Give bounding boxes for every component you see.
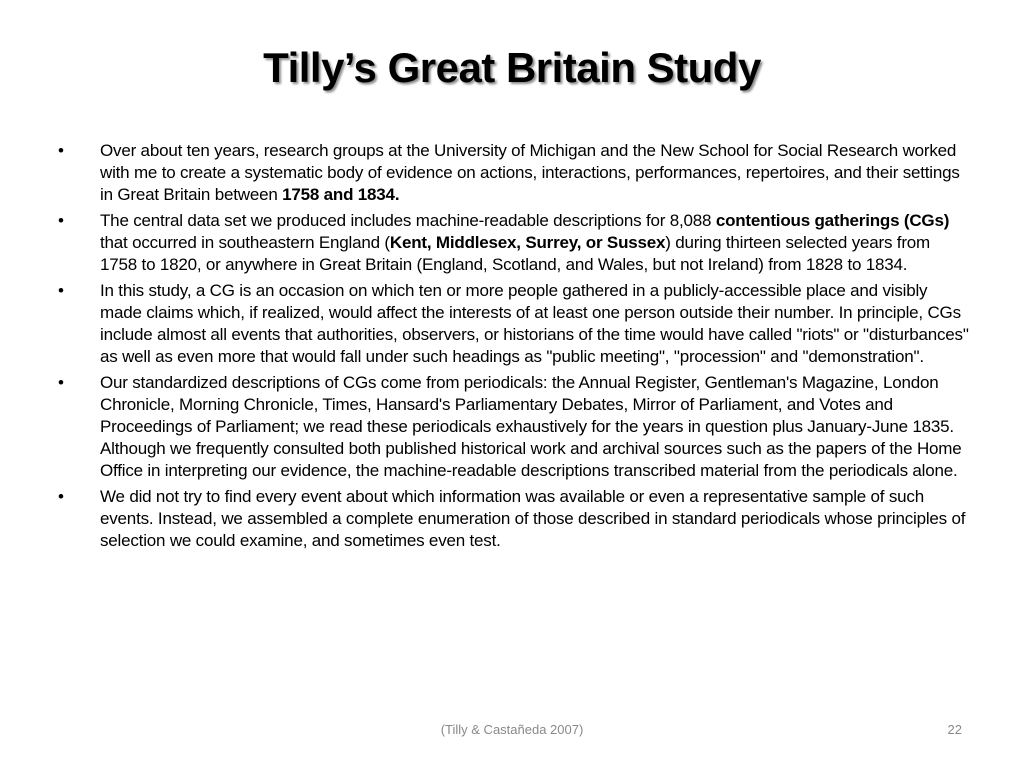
bullet-text: Over about ten years, research groups at the University of Michigan and the New School for Social Research worked with me to create a systematic body of evidence on actions, interactions, performances, repertoires, and their settings in Great Britain between [100,141,960,204]
footer-citation: (Tilly & Castañeda 2007) [440,722,584,737]
bullet-text-bold: contentious gatherings (CGs) [715,211,950,230]
bullet-text: that occurred in southeastern England ( [100,233,390,252]
bullet-item [58,372,970,482]
bullet-text: We did not try to find every event about which information was available or even a representative sample of such events. Instead, we assembled a complete enumeration of those described in standard periodicals whose principles of selection we could examine, and sometimes even test. [100,487,966,550]
slide-title: Tilly’s Great Britain Study [263,44,761,91]
page-number: 22 [947,722,962,737]
bullet-dot-icon: • [58,281,64,300]
bullet-dot-icon: • [58,141,64,160]
bullet-dot-icon: • [58,373,64,392]
bullet-item [58,280,970,368]
bullet-list [58,140,970,556]
bullet-text-bold: Kent, Middlesex, Surrey, or Sussex [389,233,666,252]
bullet-dot-icon: • [58,487,64,506]
bullet-item [58,486,970,552]
bullet-text: In this study, a CG is an occasion on which ten or more people gathered in a publicly-accessible place and visibly made claims which, if realized, would affect the interests of at least one person outside their number. In principle, CGs include almost all events that authorities, observers, or historians of the time would have called "riots" or "disturbances" as well as even more that would fall under such headings as "public meeting", "procession" and "demonstration". [100,281,969,366]
bullet-item [58,140,970,206]
bullet-item [58,210,970,276]
bullet-text: The central data set we produced includes machine-readable descriptions for 8,088 [100,211,716,230]
bullet-text: ) during thirteen selected years from 1758 to 1820, or anywhere in Great Britain (England, Scotland, and Wales, but not Ireland) from 1828 to 1834. [100,233,931,274]
bullet-text-bold: 1758 and 1834. [282,185,400,204]
bullet-text: Our standardized descriptions of CGs come from periodicals: the Annual Register, Gentleman's Magazine, London Chronicle, Morning Chronicle, Times, Hansard's Parliamentary Debates, Mirror of Parliament, and Votes and Proceedings of Parliament; we read these periodicals exhaustively for the years in question plus January-June 1835. Although we frequently consulted both published historical work and archival sources such as the papers of the Home Office in interpreting our evidence, the machine-readable descriptions transcribed material from the periodicals alone. [100,373,962,480]
bullet-dot-icon: • [58,211,64,230]
